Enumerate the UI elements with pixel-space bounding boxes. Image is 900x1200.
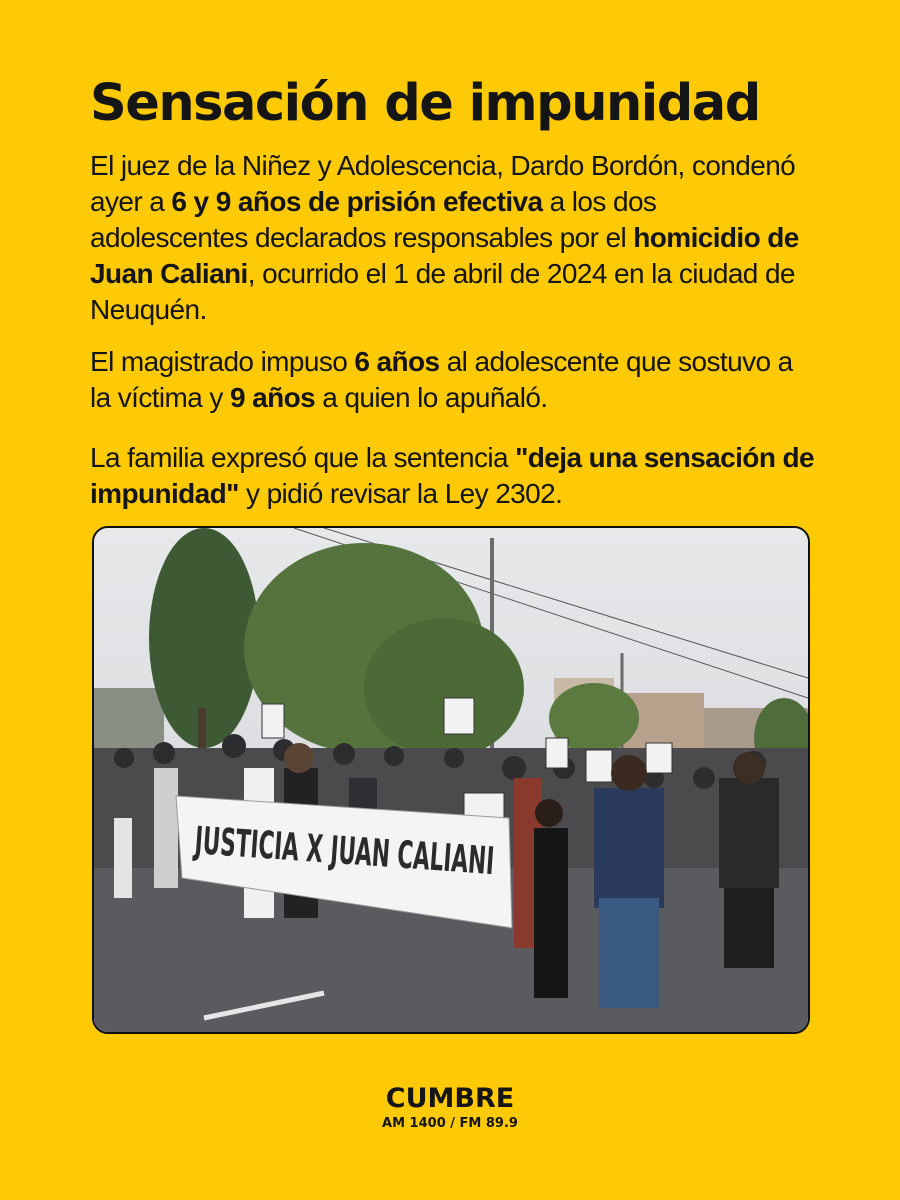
headline: Sensación de impunidad xyxy=(90,74,760,133)
paragraph-text: El juez de la Niñez y Adolescencia, Dardo Bordón, condenó ayer a xyxy=(90,150,796,217)
brand-frequencies: AM 1400 / FM 89.9 xyxy=(382,1116,518,1131)
march-photo-illustration xyxy=(94,528,808,1032)
march-photo xyxy=(92,526,810,1034)
paragraph-highlight: 6 años xyxy=(354,346,440,377)
paragraph-penalties xyxy=(90,344,820,416)
banner-text: JUSTICIA X JUAN CALIANI xyxy=(193,818,725,900)
paragraph-text: , ocurrido el 1 de abril de 2024 en la ciudad de Neuquén. xyxy=(90,258,795,325)
paragraph-text: a quien lo apuñaló. xyxy=(315,382,548,413)
paragraph-text: La familia expresó que la sentencia xyxy=(90,442,516,473)
paragraph-text: El magistrado impuso xyxy=(90,346,355,377)
paragraph-highlight: 9 años xyxy=(230,382,316,413)
paragraph-text: al adolescente que sostuvo a la víctima y xyxy=(90,346,793,413)
paragraph-text: a los dos adolescentes declarados responsables por el xyxy=(90,186,657,253)
paragraph-highlight: homicidio de Juan Caliani xyxy=(90,222,799,289)
brand-logo-name: CUMBRE xyxy=(385,1083,515,1114)
paragraph-sentence xyxy=(90,148,820,328)
paragraph-highlight: 6 y 9 años de prisión efectiva xyxy=(171,186,543,217)
paragraph-highlight: "deja una sensación de impunidad" xyxy=(90,442,814,509)
paragraph-family-statement xyxy=(90,440,820,512)
paragraph-text: y pidió revisar la Ley 2302. xyxy=(238,478,563,509)
